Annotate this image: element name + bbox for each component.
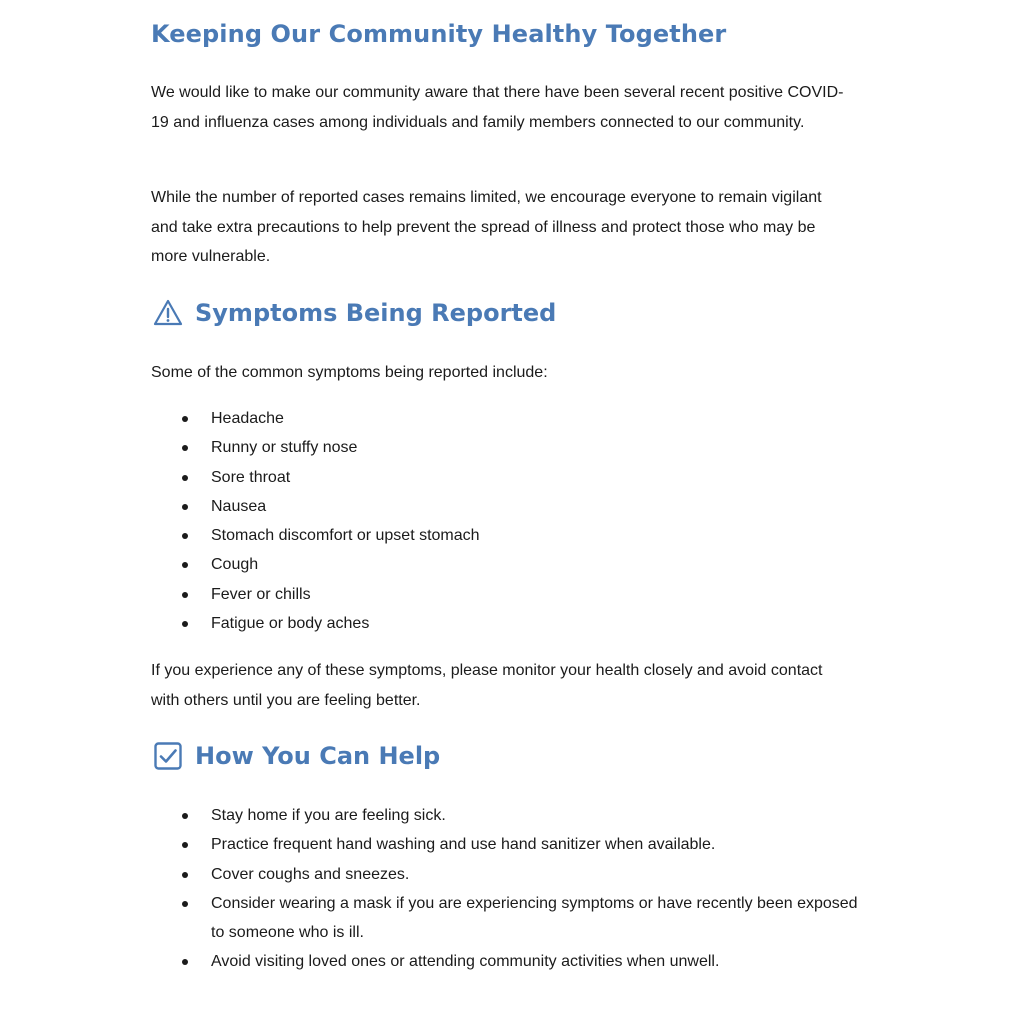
help-heading bbox=[153, 740, 440, 772]
list-item: Stay home if you are feeling sick. bbox=[151, 801, 861, 830]
help-heading-text: How You Can Help bbox=[195, 742, 441, 770]
symptoms-list bbox=[151, 404, 861, 638]
list-item: Avoid visiting loved ones or attending community activities when unwell. bbox=[151, 947, 861, 976]
symptoms-heading bbox=[153, 297, 556, 329]
list-item: Nausea bbox=[151, 492, 861, 521]
symptoms-heading-text: Symptoms Being Reported bbox=[195, 299, 557, 327]
help-list bbox=[151, 801, 861, 977]
list-item: Runny or stuffy nose bbox=[151, 433, 861, 462]
list-item: Practice frequent hand washing and use hand sanitizer when available. bbox=[151, 830, 861, 859]
list-item: Headache bbox=[151, 404, 861, 433]
page-title: Keeping Our Community Healthy Together bbox=[151, 20, 727, 48]
checkbox-checked-icon bbox=[153, 741, 183, 771]
list-item: Sore throat bbox=[151, 463, 861, 492]
warning-triangle-icon bbox=[153, 298, 183, 328]
list-item: Cough bbox=[151, 550, 861, 579]
list-item: Cover coughs and sneezes. bbox=[151, 860, 861, 889]
symptoms-closing: If you experience any of these symptoms, please monitor your health closely and avoid contact with others until you are feeling better. bbox=[151, 662, 823, 709]
intro-paragraph-1: We would like to make our community aware that there have been several recent positive COVID-19 and influenza cases among individuals and family members connected to our community. bbox=[151, 84, 844, 131]
intro-paragraph-2: While the number of reported cases remains limited, we encourage everyone to remain vigilant and take extra precautions to help prevent the spread of illness and protect those who may be more vulnerable. bbox=[151, 189, 822, 265]
symptoms-lead: Some of the common symptoms being reported include: bbox=[151, 364, 548, 381]
list-item: Fatigue or body aches bbox=[151, 609, 861, 638]
list-item: Fever or chills bbox=[151, 580, 861, 609]
list-item: Stomach discomfort or upset stomach bbox=[151, 521, 861, 550]
list-item: Consider wearing a mask if you are experiencing symptoms or have recently been exposed to someone who is ill. bbox=[151, 889, 861, 948]
